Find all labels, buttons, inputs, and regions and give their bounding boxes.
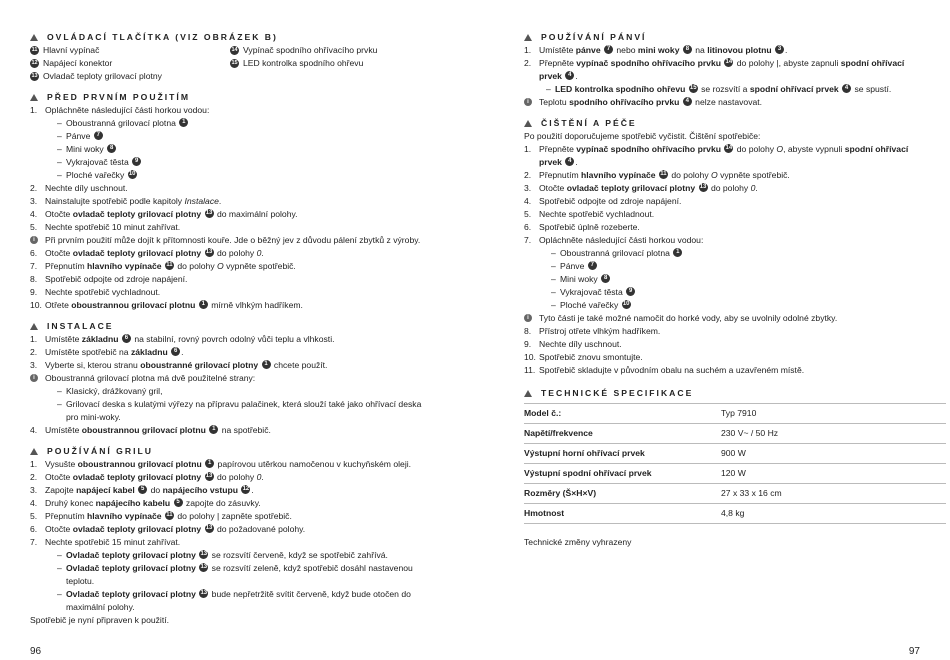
part-number-icon: 12 bbox=[242, 486, 250, 493]
step: 1. Umístěte základnu 6 na stabilní, rovný povrch odolný vůči teplu a vlhkosti. bbox=[30, 334, 335, 344]
number-badge-icon: 13 bbox=[31, 73, 38, 79]
step: 1. Opláchněte následující části horkou vodou: bbox=[30, 105, 210, 115]
step: 2. Umístěte spotřebič na základnu 6 . bbox=[30, 347, 184, 357]
section-heading: POUŽÍVÁNÍ PÁNVÍ bbox=[524, 31, 929, 44]
info-icon: i bbox=[524, 98, 532, 106]
part-number-icon: 13 bbox=[200, 590, 208, 597]
sub-item: – Grilovací deska s kulatými výřezy na přípravu palačinek, která slouží také jako ohřívací deska pro mini-woky. bbox=[57, 399, 422, 422]
sub-item: – Mini woky 8 bbox=[30, 143, 430, 156]
part-number-icon: 4 bbox=[565, 157, 574, 166]
part-number-icon: 13 bbox=[699, 184, 707, 191]
part-number-icon: 10 bbox=[622, 301, 630, 308]
part-number-icon: 1 bbox=[205, 459, 214, 468]
intro-text: Po použití doporučujeme spotřebič vyčistit. Čištění spotřebiče: bbox=[524, 131, 761, 141]
triangle-icon bbox=[30, 34, 38, 41]
step: 2. Přepněte vypínač spodního ohřívacího prvku 14 do polohy |, abyste zapnuli spodní ohřívací prvek 4 . bbox=[524, 58, 905, 81]
step: 1. Přepněte vypínač spodního ohřívacího prvku 14 do polohy O, abyste vypnuli spodní ohřívací prvek 4 . bbox=[524, 144, 909, 167]
part-number-icon: 7 bbox=[588, 261, 597, 270]
table-row: Výstupní horní ohřívací prvek 900 W bbox=[524, 444, 946, 464]
step: 5. Nechte spotřebič vychladnout. bbox=[524, 209, 655, 219]
part-number-icon: 1 bbox=[199, 300, 208, 309]
number-badge-icon: 15 bbox=[231, 60, 238, 66]
step: 11. Spotřebič skladujte v původním obalu na suchém a uzavřeném místě. bbox=[524, 365, 805, 375]
table-row: Model č.: Typ 7910 bbox=[524, 404, 946, 424]
part-number-icon: 1 bbox=[209, 425, 218, 434]
triangle-icon bbox=[30, 448, 38, 455]
section-controls bbox=[30, 31, 430, 83]
step: 3. Otočte ovladač teploty grilovací plotny 13 do polohy 0. bbox=[524, 183, 758, 193]
spec-table bbox=[524, 403, 946, 524]
info-note: i Teplotu spodního ohřívacího prvku 4 nelze nastavovat. bbox=[524, 96, 929, 109]
section-installation bbox=[30, 320, 430, 437]
part-number-icon: 13 bbox=[205, 249, 213, 256]
step: 2. Nechte díly uschnout. bbox=[30, 183, 128, 193]
closing-text: Spotřebič je nyní připraven k použití. bbox=[30, 615, 170, 625]
part-number-icon: 6 bbox=[122, 334, 131, 343]
sub-item: – Ploché vařečky 10 bbox=[57, 170, 136, 180]
part-number-icon: 9 bbox=[626, 287, 635, 296]
step: 8. Spotřebič odpojte od zdroje napájení. bbox=[30, 274, 188, 284]
sub-item: – LED kontrolka spodního ohřevu 15 se rozsvítí a spodní ohřívací prvek 4 se spustí. bbox=[546, 84, 892, 94]
page-number-left: 96 bbox=[30, 646, 42, 657]
step: 6. Otočte ovladač teploty grilovací plotny 13 do požadované polohy. bbox=[30, 524, 306, 534]
section-first-use bbox=[30, 91, 430, 312]
step: 4. Otočte ovladač teploty grilovací plotny 13 do maximální polohy. bbox=[30, 209, 298, 219]
part-number-icon: 3 bbox=[775, 45, 784, 54]
part-number-icon: 1 bbox=[179, 118, 188, 127]
table-row: Výstupní spodní ohřívací prvek 120 W bbox=[524, 464, 946, 484]
part-number-icon: 14 bbox=[725, 59, 733, 66]
step: 7. Nechte spotřebič 15 minut zahřívat. bbox=[30, 537, 181, 547]
step: 7. Přepnutím hlavního vypínače 11 do polohy O vypněte spotřebič. bbox=[30, 261, 296, 271]
triangle-icon bbox=[30, 94, 38, 101]
list-item: 12 Napájecí konektor bbox=[31, 58, 113, 68]
right-page bbox=[524, 31, 929, 557]
page-number-right: 97 bbox=[908, 646, 920, 657]
info-icon: i bbox=[30, 236, 38, 244]
part-number-icon: 14 bbox=[725, 145, 733, 152]
step: 4. Umístěte oboustrannou grilovací plotnu 1 na spotřebič. bbox=[30, 425, 271, 435]
step: 9. Nechte spotřebič vychladnout. bbox=[30, 287, 161, 297]
step: 5. Nechte spotřebič 10 minut zahřívat. bbox=[30, 222, 181, 232]
part-number-icon: 11 bbox=[166, 262, 173, 269]
step: 1. Vysušte oboustrannou grilovací plotnu 1 papírovou utěrkou namočenou v kuchyňském oleji. bbox=[30, 459, 412, 469]
step: 1. Umístěte pánve 7 nebo mini woky 8 na litinovou plotnu 3 . bbox=[524, 45, 788, 55]
sub-item: – Pánve 7 bbox=[524, 260, 929, 273]
step: 6. Otočte ovladač teploty grilovací plotny 13 do polohy 0. bbox=[30, 248, 264, 258]
sub-item: – Klasický, drážkovaný gril, bbox=[57, 386, 163, 396]
section-heading: TECHNICKÉ SPECIFIKACE bbox=[524, 387, 929, 400]
info-note: i Oboustranná grilovací plotna má dvě použitelné strany: bbox=[30, 372, 430, 385]
part-number-icon: 7 bbox=[94, 131, 103, 140]
part-number-icon: 8 bbox=[601, 274, 610, 283]
sub-item: – Ovladač teploty grilovací plotny 13 bude nepřetržitě svítit červeně, když bude otočen do maximální polohy. bbox=[57, 589, 411, 612]
part-number-icon: 4 bbox=[842, 84, 851, 93]
step: 10. Otřete oboustrannou grilovací plotnu 1 mírně vlhkým hadříkem. bbox=[30, 300, 303, 310]
section-cleaning bbox=[524, 117, 929, 377]
section-heading: OVLÁDACÍ TLAČÍTKA (VIZ OBRÁZEK B) bbox=[30, 31, 430, 44]
sub-item: – Vykrajovač těsta 9 bbox=[524, 286, 929, 299]
section-grill-use bbox=[30, 445, 430, 627]
number-badge-icon: 14 bbox=[231, 47, 238, 53]
triangle-icon bbox=[524, 34, 532, 41]
list-item: 14 Vypínač spodního ohřívacího prvku bbox=[231, 45, 378, 55]
section-heading: PŘED PRVNÍM POUŽITÍM bbox=[30, 91, 430, 104]
sub-item: – Ovladač teploty grilovací plotny 13 se rozsvítí červeně, když se spotřebič zahřívá. bbox=[57, 550, 388, 560]
part-number-icon: 13 bbox=[205, 473, 213, 480]
section-specs bbox=[524, 387, 929, 549]
part-number-icon: 8 bbox=[683, 45, 692, 54]
number-badge-icon: 12 bbox=[31, 60, 38, 66]
part-number-icon: 1 bbox=[673, 248, 682, 257]
step: 7. Opláchněte následující části horkou vodou: bbox=[524, 235, 704, 245]
table-row: Rozměry (Š×H×V) 27 x 33 x 16 cm bbox=[524, 484, 946, 504]
sub-item: – Ploché vařečky 10 bbox=[551, 300, 630, 310]
part-number-icon: 8 bbox=[107, 144, 116, 153]
info-icon: i bbox=[524, 314, 532, 322]
section-heading: ČIŠTĚNÍ A PÉČE bbox=[524, 117, 929, 130]
section-pans bbox=[524, 31, 929, 109]
info-note: i Tyto části je také možné namočit do horké vody, aby se uvolnily odolné zbytky. bbox=[524, 312, 929, 325]
part-number-icon: 1 bbox=[262, 360, 271, 369]
part-number-icon: 5 bbox=[138, 485, 147, 494]
part-number-icon: 4 bbox=[683, 97, 692, 106]
step: 3. Zapojte napájecí kabel 5 do napájecího vstupu 12 . bbox=[30, 485, 254, 495]
table-row: Hmotnost 4,8 kg bbox=[524, 504, 946, 524]
step: 9. Nechte díly uschnout. bbox=[524, 339, 622, 349]
sub-item: – Ovladač teploty grilovací plotny 13 se rozsvítí zeleně, když spotřebič dosáhl nastavenou teplotu. bbox=[57, 563, 413, 586]
part-number-icon: 11 bbox=[660, 171, 667, 178]
section-heading: INSTALACE bbox=[30, 320, 430, 333]
number-badge-icon: 11 bbox=[31, 47, 38, 53]
step: 4. Spotřebič odpojte od zdroje napájení. bbox=[524, 196, 682, 206]
sub-item: – Pánve 7 bbox=[30, 130, 430, 143]
step: 2. Přepnutím hlavního vypínače 11 do polohy O vypněte spotřebič. bbox=[524, 170, 790, 180]
left-page bbox=[30, 31, 430, 635]
spec-note: Technické změny vyhrazeny bbox=[524, 537, 632, 547]
part-number-icon: 13 bbox=[205, 210, 213, 217]
step: 6. Spotřebič úplně rozeberte. bbox=[524, 222, 640, 232]
triangle-icon bbox=[524, 120, 532, 127]
sub-item: – Oboustranná grilovací plotna 1 bbox=[524, 247, 929, 260]
step: 4. Druhý konec napájecího kabelu 5 zapojte do zásuvky. bbox=[30, 498, 261, 508]
step: 3. Nainstalujte spotřebič podle kapitoly Instalace. bbox=[30, 196, 222, 206]
step: 8. Přístroj otřete vlhkým hadříkem. bbox=[524, 326, 661, 336]
table-row: Napětí/frekvence 230 V~ / 50 Hz bbox=[524, 424, 946, 444]
section-heading: POUŽÍVÁNÍ GRILU bbox=[30, 445, 430, 458]
part-number-icon: 11 bbox=[166, 512, 173, 519]
part-number-icon: 13 bbox=[200, 564, 208, 571]
part-number-icon: 15 bbox=[689, 85, 697, 92]
info-note: i Při prvním použití může dojít k přítomnosti kouře. Jde o běžný jev z důvodu pálení zbytků z výroby. bbox=[30, 234, 430, 247]
sub-item: – Vykrajovač těsta 9 bbox=[30, 156, 430, 169]
triangle-icon bbox=[524, 390, 532, 397]
part-number-icon: 4 bbox=[565, 71, 574, 80]
triangle-icon bbox=[30, 323, 38, 330]
part-number-icon: 7 bbox=[604, 45, 613, 54]
step: 5. Přepnutím hlavního vypínače 11 do polohy | zapněte spotřebič. bbox=[30, 511, 292, 521]
sub-item: – Oboustranná grilovací plotna 1 bbox=[30, 117, 430, 130]
list-item: 13 Ovladač teploty grilovací plotny bbox=[31, 71, 162, 81]
part-number-icon: 5 bbox=[174, 498, 183, 507]
step: 10. Spotřebič znovu smontujte. bbox=[524, 352, 643, 362]
part-number-icon: 6 bbox=[171, 347, 180, 356]
part-number-icon: 13 bbox=[205, 525, 213, 532]
info-icon: i bbox=[30, 374, 38, 382]
part-number-icon: 13 bbox=[200, 551, 208, 558]
part-number-icon: 9 bbox=[132, 157, 141, 166]
list-item: 15 LED kontrolka spodního ohřevu bbox=[231, 58, 364, 68]
step: 3. Vyberte si, kterou stranu oboustranné grilovací plotny 1 chcete použít. bbox=[30, 360, 328, 370]
sub-item: – Mini woky 8 bbox=[524, 273, 929, 286]
list-item: 11 Hlavní vypínač bbox=[31, 45, 100, 55]
part-number-icon: 10 bbox=[128, 171, 136, 178]
step: 2. Otočte ovladač teploty grilovací plotny 13 do polohy 0. bbox=[30, 472, 264, 482]
controls-list bbox=[30, 44, 430, 83]
